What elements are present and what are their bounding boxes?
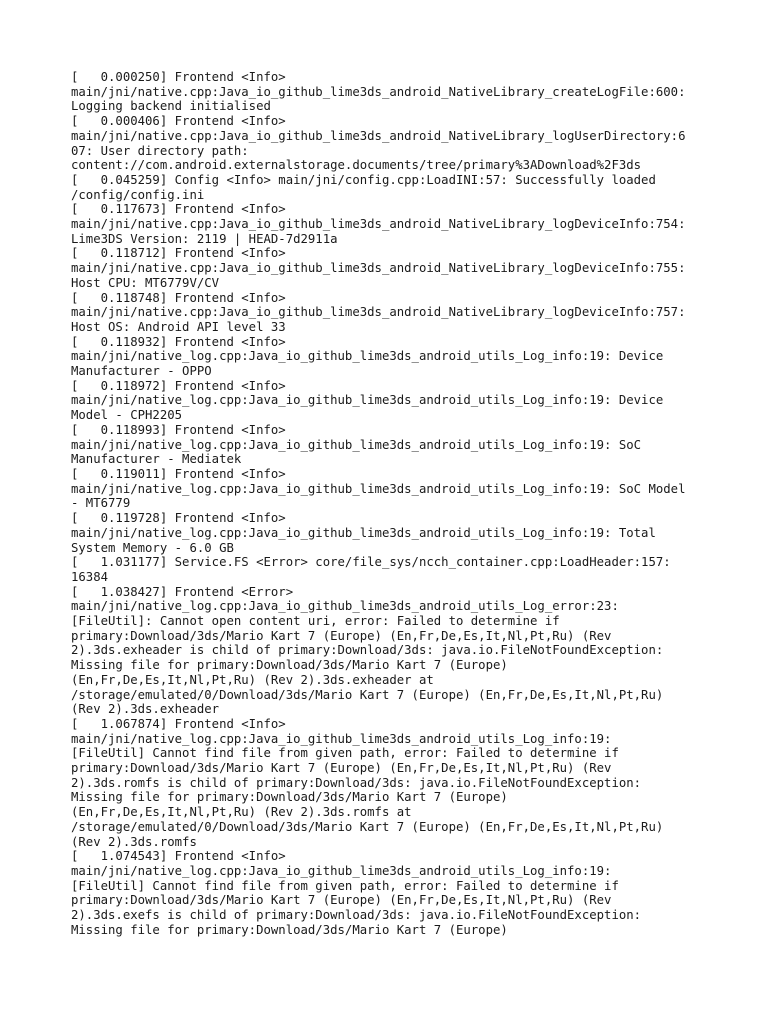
log-line: main/jni/native_log.cpp:Java_io_github_lime3ds_android_utils_Log_info:19: SoC [71, 437, 642, 452]
log-line: (Rev 2).3ds.romfs [71, 834, 197, 849]
log-line: System Memory - 6.0 GB [71, 540, 234, 555]
log-line: main/jni/native_log.cpp:Java_io_github_lime3ds_android_utils_Log_info:19: [71, 863, 612, 878]
log-line: [ 1.031177] Service.FS <Error> core/file_sys/ncch_container.cpp:LoadHeader:157: [71, 555, 671, 570]
log-line: main/jni/native_log.cpp:Java_io_github_lime3ds_android_utils_Log_error:23: [71, 599, 619, 614]
log-line: main/jni/native_log.cpp:Java_io_github_lime3ds_android_utils_Log_info:19: [71, 731, 612, 746]
log-line: [ 1.074543] Frontend <Info> [71, 849, 286, 864]
log-line: /storage/emulated/0/Download/3ds/Mario Kart 7 (Europe) (En,Fr,De,Es,It,Nl,Pt,Ru) [71, 819, 664, 834]
log-line: (En,Fr,De,Es,It,Nl,Pt,Ru) (Rev 2).3ds.exheader at [71, 672, 434, 687]
log-line: [ 0.045259] Config <Info> main/jni/config.cpp:LoadINI:57: Successfully loaded [71, 172, 656, 187]
log-line: [ 1.038427] Frontend <Error> [71, 584, 294, 599]
log-line: [ 0.000250] Frontend <Info> [71, 70, 286, 84]
log-line: [FileUtil]: Cannot open content uri, error: Failed to determine if [71, 614, 560, 629]
log-line: [ 0.118993] Frontend <Info> [71, 422, 286, 437]
log-line: main/jni/native_log.cpp:Java_io_github_lime3ds_android_utils_Log_info:19: SoC Model [71, 481, 686, 496]
log-line: [ 0.119728] Frontend <Info> [71, 511, 286, 526]
log-line: (Rev 2).3ds.exheader [71, 702, 220, 717]
log-line: Host OS: Android API level 33 [71, 319, 286, 334]
log-line: Logging backend initialised [71, 99, 271, 114]
log-line: primary:Download/3ds/Mario Kart 7 (Europe) (En,Fr,De,Es,It,Nl,Pt,Ru) (Rev [71, 628, 612, 643]
log-line: primary:Download/3ds/Mario Kart 7 (Europe) (En,Fr,De,Es,It,Nl,Pt,Ru) (Rev [71, 893, 612, 908]
log-line: /config/config.ini [71, 187, 205, 202]
log-line: [ 0.000406] Frontend <Info> [71, 114, 286, 129]
log-line: [ 0.118712] Frontend <Info> [71, 246, 286, 261]
log-line: Host CPU: MT6779V/CV [71, 275, 220, 290]
log-line: [FileUtil] Cannot find file from given path, error: Failed to determine if [71, 746, 619, 761]
log-line: Missing file for primary:Download/3ds/Mario Kart 7 (Europe) [71, 658, 508, 673]
log-line: [FileUtil] Cannot find file from given path, error: Failed to determine if [71, 878, 619, 893]
log-line: 16384 [71, 569, 109, 584]
log-line: main/jni/native.cpp:Java_io_github_lime3ds_android_NativeLibrary_logDeviceInfo:754: [71, 217, 686, 232]
log-line: main/jni/native_log.cpp:Java_io_github_lime3ds_android_utils_Log_info:19: Device [71, 349, 664, 364]
log-line: main/jni/native.cpp:Java_io_github_lime3ds_android_NativeLibrary_logDeviceInfo:757: [71, 305, 686, 320]
log-line: main/jni/native.cpp:Java_io_github_lime3ds_android_NativeLibrary_logUserDirectory:6 [71, 128, 686, 143]
log-line: primary:Download/3ds/Mario Kart 7 (Europe) (En,Fr,De,Es,It,Nl,Pt,Ru) (Rev [71, 761, 612, 776]
log-line: Missing file for primary:Download/3ds/Mario Kart 7 (Europe) [71, 790, 508, 805]
log-line: Manufacturer - OPPO [71, 364, 212, 379]
log-line: content://com.android.externalstorage.documents/tree/primary%3ADownload%2F3ds [71, 158, 642, 173]
log-line: Manufacturer - Mediatek [71, 452, 242, 467]
log-line: 2).3ds.exheader is child of primary:Download/3ds: java.io.FileNotFoundException: [71, 643, 664, 658]
log-line: Lime3DS Version: 2119 | HEAD-7d2911a [71, 231, 338, 246]
log-line: main/jni/native_log.cpp:Java_io_github_lime3ds_android_utils_Log_info:19: Device [71, 393, 664, 408]
log-line: [ 1.067874] Frontend <Info> [71, 716, 286, 731]
log-line: main/jni/native.cpp:Java_io_github_lime3ds_android_NativeLibrary_createLogFile:600: [71, 84, 686, 99]
log-line: 2).3ds.exefs is child of primary:Download/3ds: java.io.FileNotFoundException: [71, 908, 642, 923]
log-document [71, 70, 711, 937]
log-line: Missing file for primary:Download/3ds/Mario Kart 7 (Europe) [71, 922, 508, 937]
log-line: [ 0.118748] Frontend <Info> [71, 290, 286, 305]
log-line: main/jni/native.cpp:Java_io_github_lime3ds_android_NativeLibrary_logDeviceInfo:755: [71, 261, 686, 276]
log-line: 07: User directory path: [71, 143, 249, 158]
log-line: [ 0.118972] Frontend <Info> [71, 378, 286, 393]
log-line: main/jni/native_log.cpp:Java_io_github_lime3ds_android_utils_Log_info:19: Total [71, 525, 656, 540]
log-line: [ 0.119011] Frontend <Info> [71, 466, 286, 481]
log-line: /storage/emulated/0/Download/3ds/Mario Kart 7 (Europe) (En,Fr,De,Es,It,Nl,Pt,Ru) [71, 687, 664, 702]
log-line: (En,Fr,De,Es,It,Nl,Pt,Ru) (Rev 2).3ds.romfs at [71, 805, 412, 820]
log-line: [ 0.118932] Frontend <Info> [71, 334, 286, 349]
log-line: - MT6779 [71, 496, 131, 511]
log-line: [ 0.117673] Frontend <Info> [71, 202, 286, 217]
log-line: 2).3ds.romfs is child of primary:Download/3ds: java.io.FileNotFoundException: [71, 775, 642, 790]
log-line: Model - CPH2205 [71, 408, 183, 423]
